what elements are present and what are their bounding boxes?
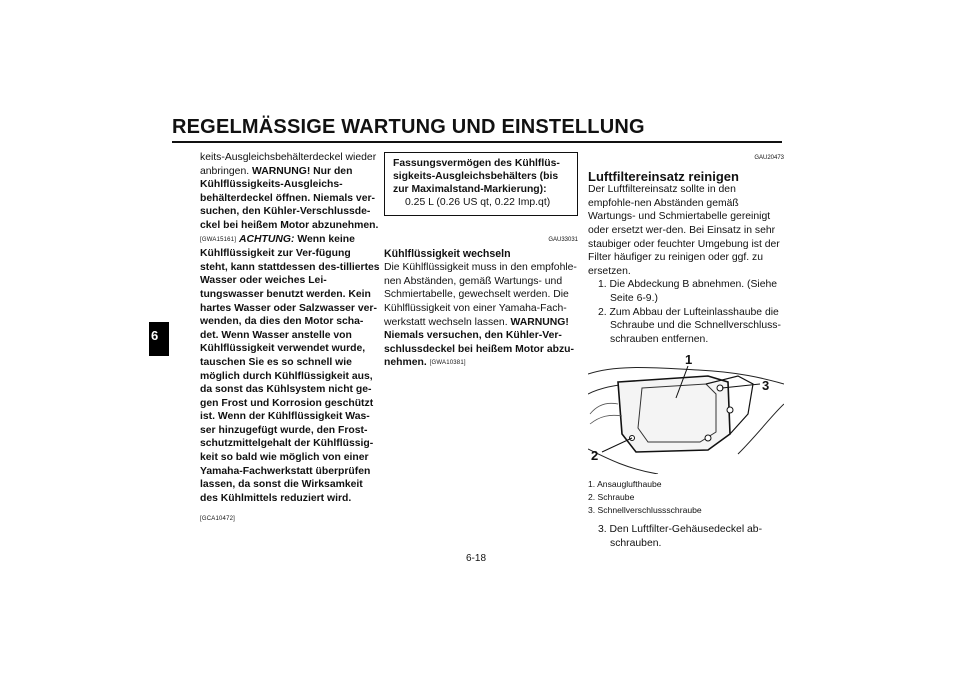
page-number: 6-18 (466, 553, 487, 564)
column-middle (384, 152, 578, 371)
warning-code: [GWA10381] (429, 360, 466, 367)
callout-3: 3 (762, 378, 770, 394)
page-title: REGELMÄSSIGE WARTUNG UND EINSTELLUNG (172, 116, 645, 138)
column-left (200, 151, 380, 527)
section-body: Der Luftfiltereinsatz sollte in den empfohle-nen Abständen gemäß Wartungs- und Schmiertabelle gereinigt oder ersetzt wer-den. Bei Einsatz in sehr staubiger oder feuchter Umgebung ist der Filter häufiger zu reinigen oder ggf. zu ersetzen. (588, 184, 780, 277)
capacity-label: Fassungsvermögen des Kühlflüs-sigkeits-Ausgleichsbehälters (bis zur Maximalstand-Markierung): (393, 158, 560, 195)
capacity-value: 0.25 L (0.26 US qt, 0.22 Imp.qt) (405, 197, 551, 208)
section-heading: Kühlflüssigkeit wechseln (384, 247, 511, 260)
legend-item: 3. Schnellverschlussschraube (588, 505, 702, 516)
column-right (588, 152, 784, 551)
section-body (384, 261, 578, 371)
title-rule (172, 141, 782, 143)
capacity-box (384, 152, 578, 216)
figure-legend (588, 478, 784, 517)
step-2: 2. Zum Abbau der Lufteinlasshaube die Schraube und die Schnellverschluss-schrauben entfernen. (598, 306, 781, 345)
warning-code: [GWA15161] (200, 236, 237, 243)
step-1: 1. Die Abdeckung B abnehmen. (Siehe Seite 6-9.) (598, 279, 778, 304)
air-intake-figure (588, 354, 784, 474)
legend-item: 2. Schraube (588, 492, 635, 503)
callout-2: 2 (591, 448, 599, 464)
caution-label: ACHTUNG: (239, 233, 295, 245)
caution-code: [GCA10472] (200, 516, 236, 523)
section-code: GAU20473 (754, 155, 784, 161)
warning-text: WARNUNG! Nur den Kühlflüssigkeits-Ausgleichs-behälterdeckel öffnen. Niemals ver-suchen, den Kühler-Verschlussde-ckel bei heißem Motor abzunehmen. (200, 165, 379, 231)
left-paragraph (200, 151, 380, 505)
step-3: 3. Den Luftfilter-Gehäusedeckel ab-schrauben. (598, 524, 763, 549)
caution-text: Wenn keine Kühlflüssigkeit zur Ver-fügung steht, kann stattdessen des-tilliertes Wasser oder weiches Lei-tungswasser benutzt werden. Kein hartes Wasser oder Salzwasser ver-wenden, da dies den Motor scha-det. Wenn Wasser anstelle von Kühlflüssigkeit verwendet wurde, tauschen Sie es so schnell wie möglich durch Kühlflüssigkeit aus, da sonst das Kühlsystem nicht ge-gen Frost und Korrosion geschützt ist. Wenn der Kühlflüssigkeit Was-ser hinzugefügt wurde, den Frost-schutzmittelgehalt der Kühlflüssig-keit so bald wie möglich von einer Yamaha-Fachwerkstatt überprüfen lassen, da sonst die Wirksamkeit des Kühlmittels reduziert wird. (200, 233, 380, 504)
body-text: Die Kühlflüssigkeit muss in den empfohle-nen Abständen, gemäß Wartungs- und Schmiertabelle, gewechselt werden. Die Kühlflüssigkeit von einer Yamaha-Fach-werkstatt wechseln lassen. (384, 262, 577, 328)
section-code: GAU33031 (548, 237, 578, 243)
warning-text: WARNUNG! Niemals versuchen, den Kühler-Ver-schlussdeckel bei heißem Motor abzu-nehmen. (384, 316, 574, 369)
chapter-number: 6 (151, 328, 159, 343)
intro-text: keits-Ausgleichsbehälterdeckel wieder anbringen. (200, 152, 377, 177)
section-heading: Luftfiltereinsatz reinigen (588, 168, 739, 184)
callout-1: 1 (685, 354, 693, 368)
legend-item: 1. Ansauglufthaube (588, 479, 662, 490)
